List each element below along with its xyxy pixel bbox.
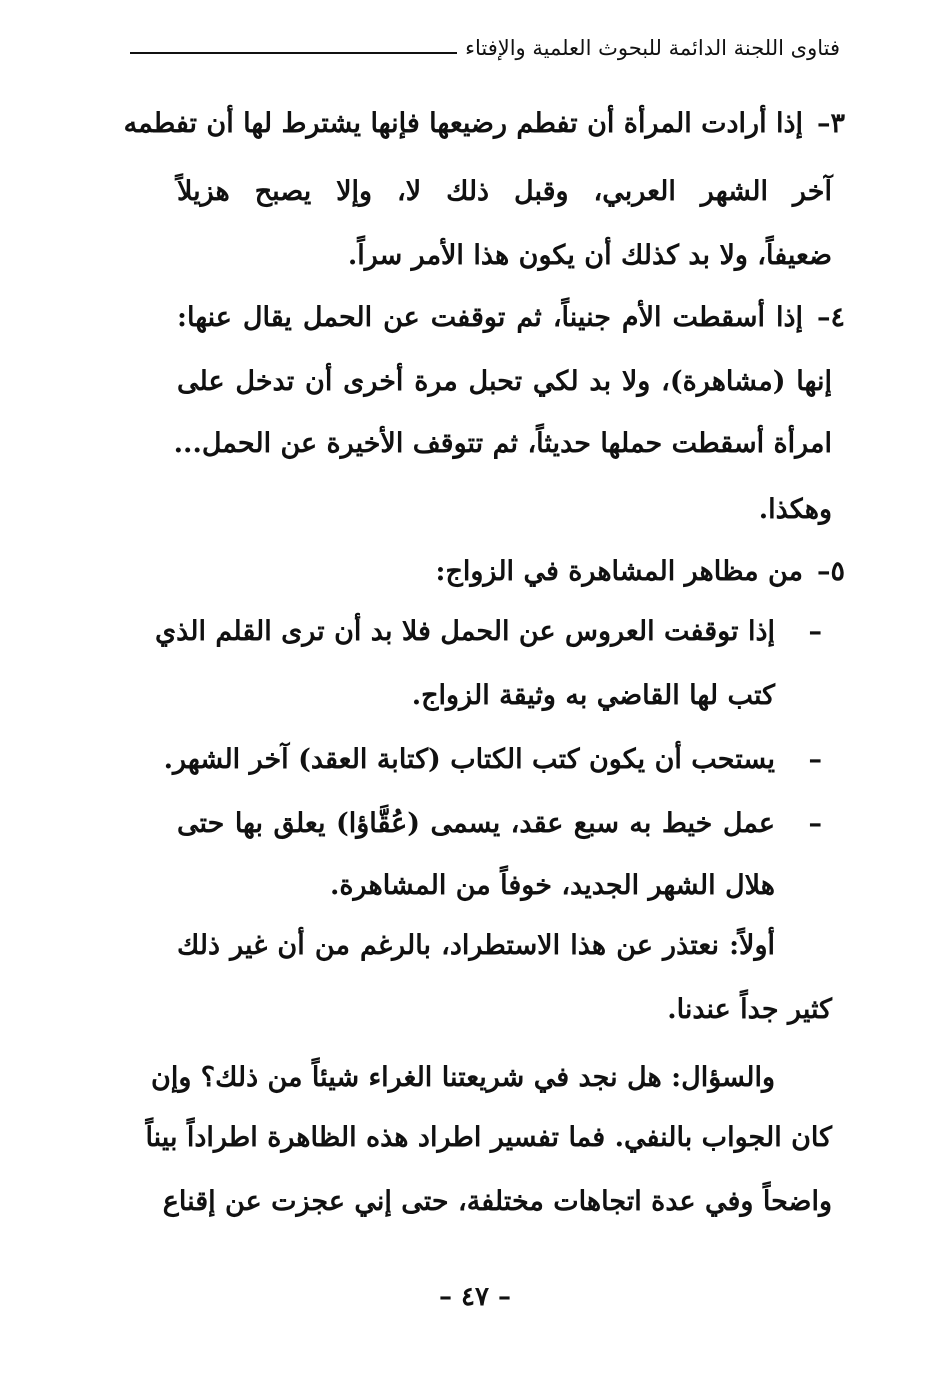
question-line-1: والسؤال: هل نجد في شريعتنا الغراء شيئاً من ذلك؟ وإن	[151, 1062, 775, 1093]
apology-line-2: كثير جداً عندنا.	[667, 994, 832, 1025]
bullet-1-dash: –	[808, 616, 822, 647]
bullet-1-line-1: إذا توقفت العروس عن الحمل فلا بد أن ترى القلم الذي	[155, 616, 775, 647]
item-4-line-1	[177, 298, 845, 338]
item-3-number: ٣–	[816, 108, 845, 139]
bullet-2-dash: –	[808, 744, 822, 775]
question-line-3: واضحاً وفي عدة اتجاهات مختلفة، حتى إني عجزت عن إقناع	[162, 1186, 832, 1217]
item-3-line-3: ضعيفاً، ولا بد كذلك أن يكون هذا الأمر سراً.	[347, 240, 832, 271]
item-5-text-1: من مظاهر المشاهرة في الزواج:	[435, 556, 803, 587]
header-rule	[130, 51, 457, 54]
item-4-line-3: امرأة أسقطت حملها حديثاً، ثم تتوقف الأخيرة عن الحمل...	[173, 428, 832, 459]
bullet-1-line-2: كتب لها القاضي به وثيقة الزواج.	[411, 680, 775, 711]
item-3-text-1: إذا أرادت المرأة أن تفطم رضيعها فإنها يشترط لها أن تفطمه	[123, 108, 803, 139]
item-3-line-2: آخر الشهر العربي، وقبل ذلك لا، وإلا يصبح هزيلاً	[177, 176, 832, 207]
apology-line-1: أولاً: نعتذر عن هذا الاستطراد، بالرغم من أن غير ذلك	[177, 930, 775, 961]
item-5-line-1	[177, 552, 845, 592]
item-4-number: ٤–	[816, 302, 845, 333]
item-4-line-2: إنها (مشاهرة)، ولا بد لكي تحبل مرة أخرى أن تدخل على	[177, 366, 832, 397]
page-number: – ٤٧ –	[438, 1282, 512, 1312]
bullet-2-line-1: يستحب أن يكون كتب الكتاب (كتابة العقد) آخر الشهر.	[163, 744, 775, 775]
bullet-3-line-2: هلال الشهر الجديد، خوفاً من المشاهرة.	[330, 870, 775, 901]
header-title: فتاوى اللجنة الدائمة للبحوث العلمية والإفتاء	[465, 36, 840, 60]
running-header	[130, 36, 840, 60]
item-3-line-1	[123, 104, 845, 144]
bullet-3-dash: –	[808, 808, 822, 839]
item-4-line-4: وهكذا.	[758, 494, 832, 525]
bullet-3-line-1: عمل خيط به سبع عقد، يسمى (عُقَّاؤا) يعلق بها حتى	[177, 808, 775, 839]
item-4-text-1: إذا أسقطت الأم جنيناً، ثم توقفت عن الحمل يقال عنها:	[177, 302, 803, 333]
question-line-2: كان الجواب بالنفي. فما تفسير اطراد هذه الظاهرة اطراداً بيناً	[145, 1122, 832, 1153]
item-5-number: ٥–	[816, 556, 845, 587]
